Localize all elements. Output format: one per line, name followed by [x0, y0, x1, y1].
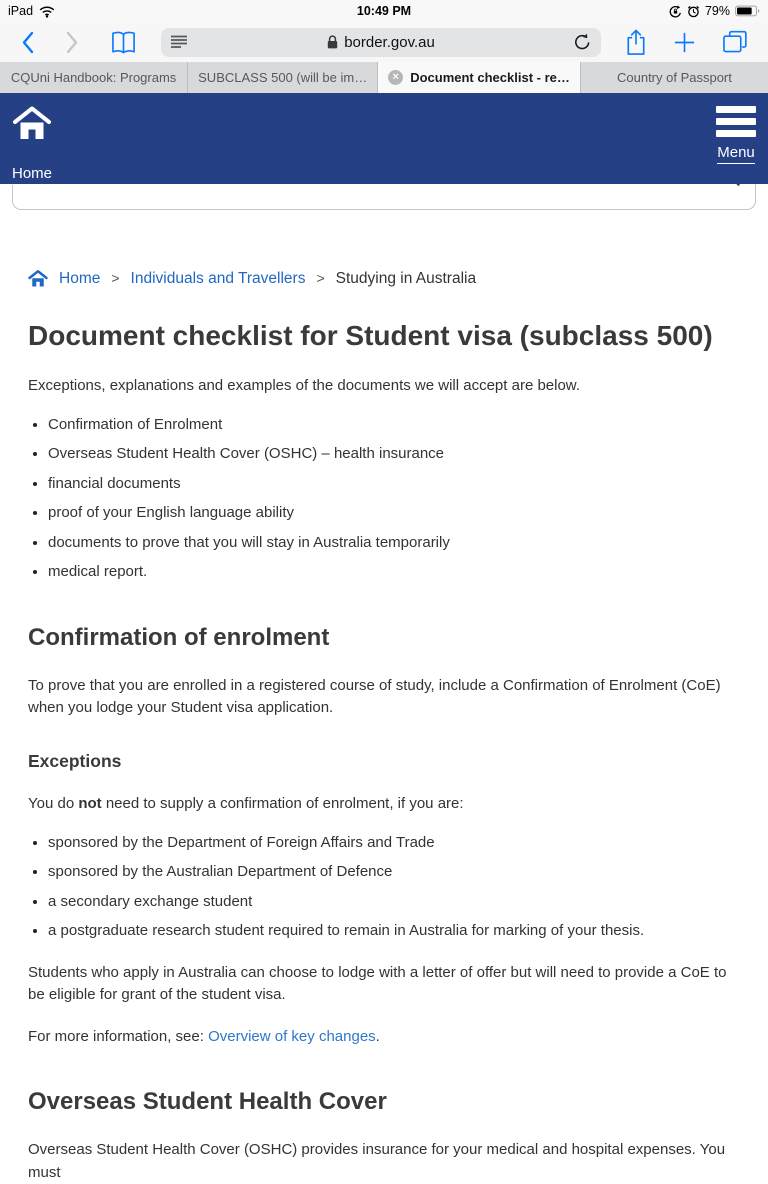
browser-tab-3-active[interactable]: [378, 62, 581, 93]
search-area: [12, 184, 756, 210]
status-bar: [0, 0, 768, 22]
header-menu-button[interactable]: [716, 106, 756, 164]
exceptions-note: Students who apply in Australia can choose to lodge with a letter of offer but will need to provide a CoE to be eligible for grant of the student visa.: [28, 963, 727, 1004]
forward-button[interactable]: [65, 30, 80, 55]
menu-icon: [716, 106, 756, 137]
breadcrumb-home-icon[interactable]: [28, 270, 48, 287]
clock: 10:49 PM: [356, 4, 412, 18]
subsection-heading-exceptions: Exceptions: [28, 750, 122, 771]
list-item: • sponsored by the Department of Foreign Affairs and Trade: [48, 832, 740, 855]
breadcrumb-current: Studying in Australia: [335, 270, 477, 287]
browser-tab-4[interactable]: [581, 62, 768, 93]
list-item: • a secondary exchange student: [48, 891, 740, 914]
page-title: Document checklist for Student visa (subclass 500): [28, 320, 713, 352]
address-bar[interactable]: [161, 28, 601, 57]
reader-icon[interactable]: [171, 35, 188, 49]
list-item: • medical report.: [48, 561, 740, 584]
tab-label: CQUni Handbook: Programs: [10, 70, 177, 85]
breadcrumb: [28, 267, 740, 290]
breadcrumb-link-home[interactable]: Home: [59, 270, 101, 287]
page-content: [0, 267, 768, 1184]
close-tab-icon[interactable]: ×: [388, 70, 403, 85]
list-item: • documents to prove that you will stay in Australia temporarily: [48, 532, 740, 555]
overview-key-changes-link[interactable]: Overview of key changes: [208, 1027, 376, 1045]
coe-paragraph: To prove that you are enrolled in a registered course of study, include a Confirmation of Enrolment (CoE) when you lodge your Student visa application.: [28, 676, 721, 717]
oshc-paragraph: Overseas Student Health Cover (OSHC) provides insurance for your medical and hospital expenses. You must: [28, 1141, 726, 1181]
tabs-icon[interactable]: [722, 30, 748, 54]
browser-tab-1[interactable]: [0, 62, 188, 93]
new-tab-icon[interactable]: [673, 31, 696, 54]
exceptions-list: [28, 832, 740, 943]
list-item: • sponsored by the Australian Department of Defence: [48, 861, 740, 884]
back-button[interactable]: [20, 30, 35, 55]
list-item: • proof of your English language ability: [48, 502, 740, 525]
bookmarks-icon[interactable]: [110, 30, 137, 55]
breadcrumb-link-individuals[interactable]: Individuals and Travellers: [130, 270, 306, 287]
list-item: • financial documents: [48, 473, 740, 496]
tab-label: SUBCLASS 500 (will be im…: [198, 70, 368, 85]
site-header: [0, 93, 768, 184]
list-item: • a postgraduate research student required to remain in Australia for marking of your thesis.: [48, 920, 740, 943]
list-item: • Overseas Student Health Cover (OSHC) – health insurance: [48, 443, 740, 466]
share-icon[interactable]: [625, 29, 647, 56]
breadcrumb-separator: >: [111, 270, 120, 287]
lock-icon: [327, 35, 338, 49]
section-heading-coe: Confirmation of enrolment: [28, 623, 330, 651]
url-text: border.gov.au: [344, 33, 435, 51]
section-heading-oshc: Overseas Student Health Cover: [28, 1088, 387, 1116]
battery-percent: 79%: [704, 4, 730, 18]
document-checklist: [28, 414, 740, 584]
browser-tab-2[interactable]: [188, 62, 378, 93]
intro-paragraph: Exceptions, explanations and examples of the documents we will accept are below.: [28, 377, 580, 395]
tab-bar: [0, 62, 768, 93]
breadcrumb-separator: >: [316, 270, 325, 287]
home-label[interactable]: Home: [12, 165, 52, 185]
header-home-button[interactable]: [12, 106, 52, 185]
browser-toolbar: [0, 22, 768, 62]
menu-label[interactable]: Menu: [717, 144, 755, 164]
tab-label: Document checklist - re…: [410, 70, 570, 85]
emphasis-not: not: [78, 795, 102, 813]
refresh-icon[interactable]: [574, 33, 591, 51]
list-item: • Confirmation of Enrolment: [48, 414, 740, 437]
exceptions-intro: You do not need to supply a confirmation of enrolment, if you are:: [28, 795, 464, 813]
tab-label: Country of Passport: [616, 70, 732, 85]
home-icon: [12, 106, 52, 140]
carrier-label: iPad: [8, 4, 34, 18]
more-info-paragraph: For more information, see: Overview of key changes.: [28, 1027, 380, 1045]
